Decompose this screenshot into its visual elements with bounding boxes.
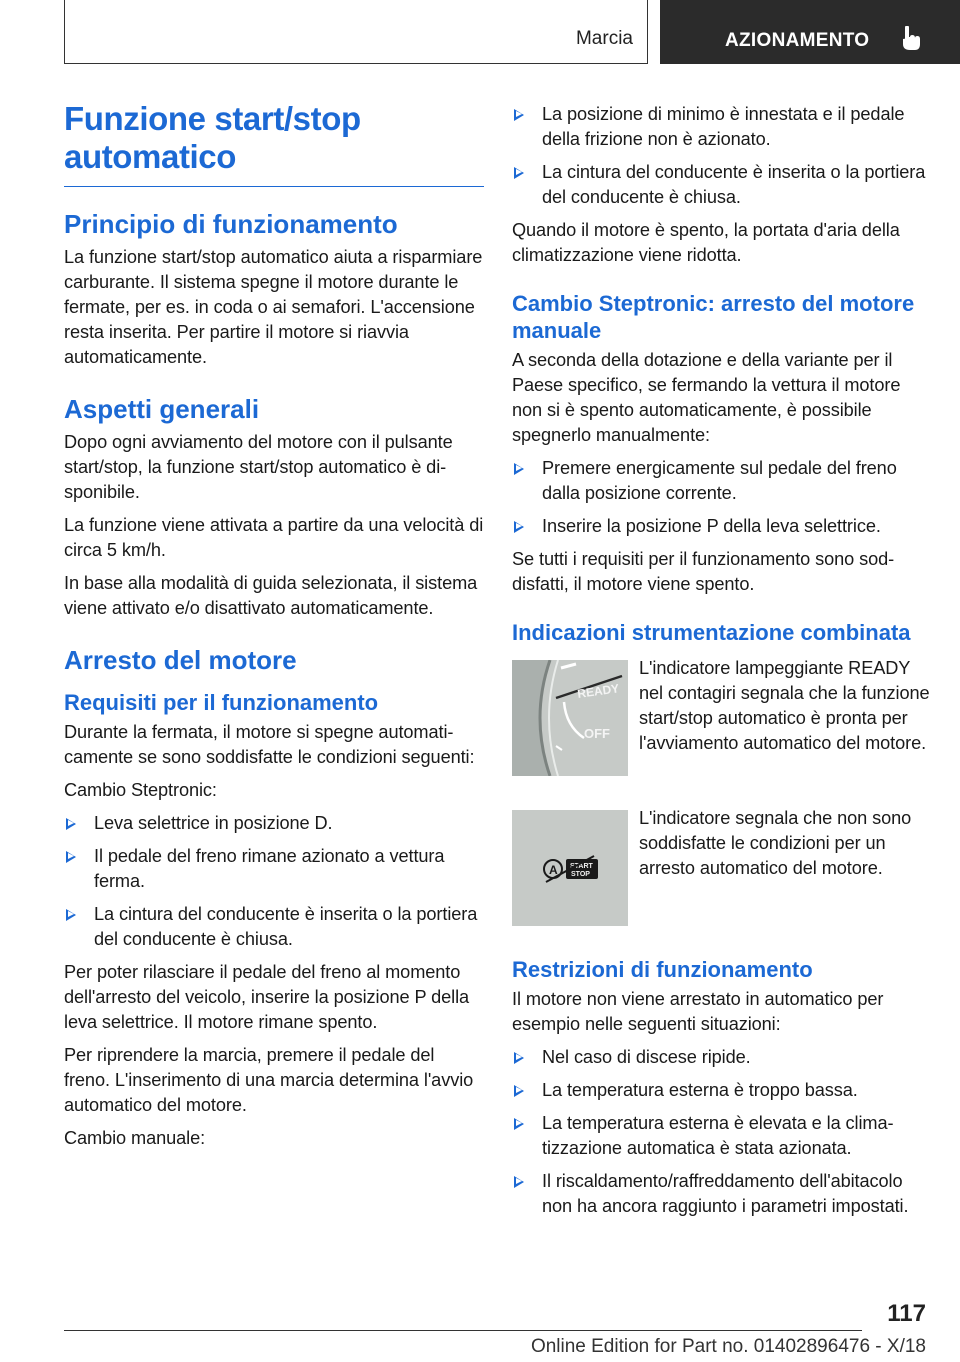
list-item: Leva selettrice in posizione D. xyxy=(64,811,484,836)
triangle-bullet-icon xyxy=(514,109,524,121)
start-stop-warning-illustration xyxy=(512,810,628,926)
paragraph-air-flow: Quando il motore è spento, la portata d'aria della climatizzazione viene ridotta. xyxy=(512,220,900,265)
list-item: Il pedale del freno rimane azionato a vettura ferma. xyxy=(64,844,484,894)
off-label: OFF xyxy=(584,726,610,741)
list-item: La posizione di minimo è innestata e il pedale della frizione non è azionato. xyxy=(512,102,932,152)
list-item: Nel caso di discese ripide. xyxy=(512,1045,932,1070)
list-item: La cintura del conducente è inserita o la portiera del conducente è chiusa. xyxy=(512,160,932,210)
indicator-not-ready-block xyxy=(512,810,932,960)
start-label: START xyxy=(570,863,593,870)
list-manual-conditions xyxy=(512,102,932,210)
right-column xyxy=(512,102,932,1227)
paragraph-requirements-satisfied: Se tutti i requisiti per il funzionamento sono soddisfatti, il motore viene spento. xyxy=(512,549,895,594)
list-item: Il riscaldamento/raffreddamento dell'abitacolo non ha ancora raggiunto i parametri impostati. xyxy=(512,1169,932,1219)
list-item: Premere energicamente sul pedale del freno dalla posizione corrente. xyxy=(512,456,932,506)
triangle-bullet-icon xyxy=(514,1052,524,1064)
heading-general: Aspetti generali xyxy=(64,394,260,424)
header-chapter-tab xyxy=(660,0,960,64)
header-section-title: Marcia xyxy=(575,28,633,49)
tachometer-ready-illustration xyxy=(512,660,628,776)
list-item: La temperatura esterna è troppo bassa. xyxy=(512,1078,932,1103)
list-restrictions xyxy=(512,1045,932,1219)
heading-requirements: Requisiti per il funzionamento xyxy=(64,690,379,715)
tachometer-ready-image xyxy=(512,660,628,776)
paragraph-general-3: In base alla modalità di guida selezionata, il sistema viene attivato e/o disattivato automaticamente. xyxy=(64,573,478,618)
stop-label: STOP xyxy=(571,871,590,878)
triangle-bullet-icon xyxy=(514,167,524,179)
list-item: Inserire la posizione P della leva selettrice. xyxy=(512,514,932,539)
heading-manual-stop: Cambio Steptronic: arresto del motore manuale xyxy=(512,291,915,343)
paragraph-not-ready-indicator: L'indicatore segnala che non sono soddisfatte le condizioni per un arresto automatico del motore. xyxy=(639,808,912,878)
heading-indicators: Indicazioni strumentazione combinata xyxy=(512,620,911,645)
list-item: La temperatura esterna è elevata e la climatizzazione automatica è stata azionata. xyxy=(512,1111,932,1161)
triangle-bullet-icon xyxy=(514,1118,524,1130)
paragraph-principle: La funzione start/stop automatico aiuta a risparmiare carburante. Il sistema spegne il motore durante le fermate, per es. in coda o ai semafori. L'accensione resta inserita. Per partire il motore si riavvia automaticamente. xyxy=(64,247,483,367)
triangle-bullet-icon xyxy=(514,1176,524,1188)
hand-pointer-icon xyxy=(897,26,923,52)
left-column xyxy=(64,100,484,1159)
triangle-bullet-icon xyxy=(66,909,76,921)
svg-text:A: A xyxy=(549,863,558,877)
paragraph-restrictions: Il motore non viene arrestato in automatico per esempio nelle seguenti situazioni: xyxy=(512,989,884,1034)
paragraph-resume: Per riprendere la marcia, premere il pedale del freno. L'inserimento di una marcia determina l'avvio automatico del motore. xyxy=(64,1045,474,1115)
paragraph-ready-indicator: L'indicatore lampeggiante READY nel contagiri segnala che la funzione start/stop automatico è pronta per l'avviamento automatico del motore. xyxy=(639,658,930,753)
paragraph-requirements: Durante la fermata, il motore si spegne automaticamente se sono soddisfatte le condizioni seguenti: xyxy=(64,722,475,767)
triangle-bullet-icon xyxy=(514,521,524,533)
ready-label: READY xyxy=(576,681,621,701)
header-section-box xyxy=(64,0,648,64)
footer-edition: Online Edition for Part no. 01402896476 - X/18 xyxy=(530,1336,926,1357)
footer-divider xyxy=(64,1330,862,1331)
header-chapter-title: AZIONAMENTO xyxy=(725,30,870,51)
list-steptronic-conditions xyxy=(64,811,484,952)
triangle-bullet-icon xyxy=(514,463,524,475)
indicator-ready-block xyxy=(512,660,932,810)
paragraph-manual-stop: A seconda della dotazione e della variante per il Paese specifico, se fermando la vettura il motore non si è spento automaticamente, è possibile spegnerlo manualmente: xyxy=(512,350,901,445)
triangle-bullet-icon xyxy=(66,818,76,830)
page-title: Funzione start/stop automatico xyxy=(64,100,484,187)
heading-principle: Principio di funzionamento xyxy=(64,209,398,239)
paragraph-manual-gearbox: Cambio manuale: xyxy=(64,1128,206,1148)
paragraph-release-brake: Per poter rilasciare il pedale del freno al momento dell'arresto del veicolo, inserire la posizione P della leva selettrice. Il motore rimane spento. xyxy=(64,962,470,1032)
list-manual-stop-steps xyxy=(512,456,932,539)
heading-engine-stop: Arresto del motore xyxy=(64,645,297,675)
list-item: La cintura del conducente è inserita o la portiera del conducente è chiusa. xyxy=(64,902,484,952)
paragraph-steptronic: Cambio Steptronic: xyxy=(64,780,217,800)
triangle-bullet-icon xyxy=(514,1085,524,1097)
start-stop-warning-image xyxy=(512,810,628,926)
heading-restrictions: Restrizioni di funzionamento xyxy=(512,957,813,982)
paragraph-general-2: La funzione viene attivata a partire da una velocità di circa 5 km/h. xyxy=(64,515,484,560)
paragraph-general-1: Dopo ogni avviamento del motore con il pulsante start/stop, la funzione start/stop automatico è disponibile. xyxy=(64,432,453,502)
page-number: 117 xyxy=(887,1300,926,1327)
triangle-bullet-icon xyxy=(66,851,76,863)
